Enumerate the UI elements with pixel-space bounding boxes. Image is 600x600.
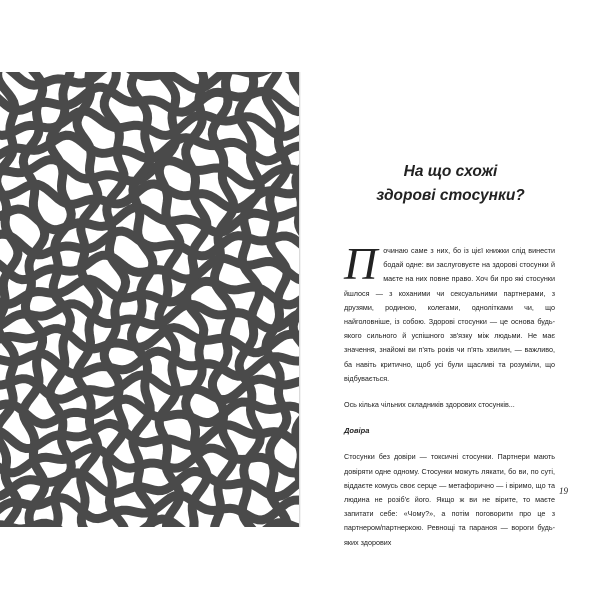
left-page-illustration xyxy=(0,72,300,527)
paragraph-trust: Стосунки без довіри — токсичні стосунки. Партнери мають довіряти одне одному. Стосунки можуть лякати, бо ви, по суті, віддаєте комусь своє серце — метафорично — і віримо, що та людина не розіб'є його. Якщо ж ви не вірите, то маєте запитати себе: «Чому?», а потім поговорити про це з партнером/партнеркою. Ревнощі та параноя — вороги будь-яких здорових xyxy=(344,452,555,547)
page-number: 19 xyxy=(559,486,568,496)
chapter-title xyxy=(301,160,600,208)
right-page xyxy=(301,72,600,547)
paragraph-components: Ось кілька чільних складників здорових стосунків... xyxy=(344,400,515,410)
section-heading-trust: Довіра xyxy=(344,426,370,436)
body-text xyxy=(344,238,555,550)
paragraph-intro xyxy=(344,238,555,386)
chapter-title-line-2: здорові стосунки? xyxy=(376,187,525,204)
drop-cap: П xyxy=(344,238,378,289)
book-spread xyxy=(0,72,600,547)
wavy-grid-pattern xyxy=(0,72,300,527)
chapter-title-line-1: На що схожі xyxy=(403,163,498,180)
paragraph-intro-text: очинаю саме з них, бо із цієї книжки слід винести бодай одне: ви заслуговуєте на здорові стосунки й маєте на них повне право. Хоч би про які стосунки йшлося — з коханими чи сексуальними партнерами, з друзями, родиною, колегами, однолітками чи, що найголовніше, із собою. Здорові стосунки — це основа будь-якого сильного й успішного зв'язку між людьми. Не має значення, знайомі ви п'ять років чи п'ять хвилин, — важливо, ба навіть критично, щоб усі були щасливі та розуміли, що відбувається. xyxy=(344,246,555,383)
